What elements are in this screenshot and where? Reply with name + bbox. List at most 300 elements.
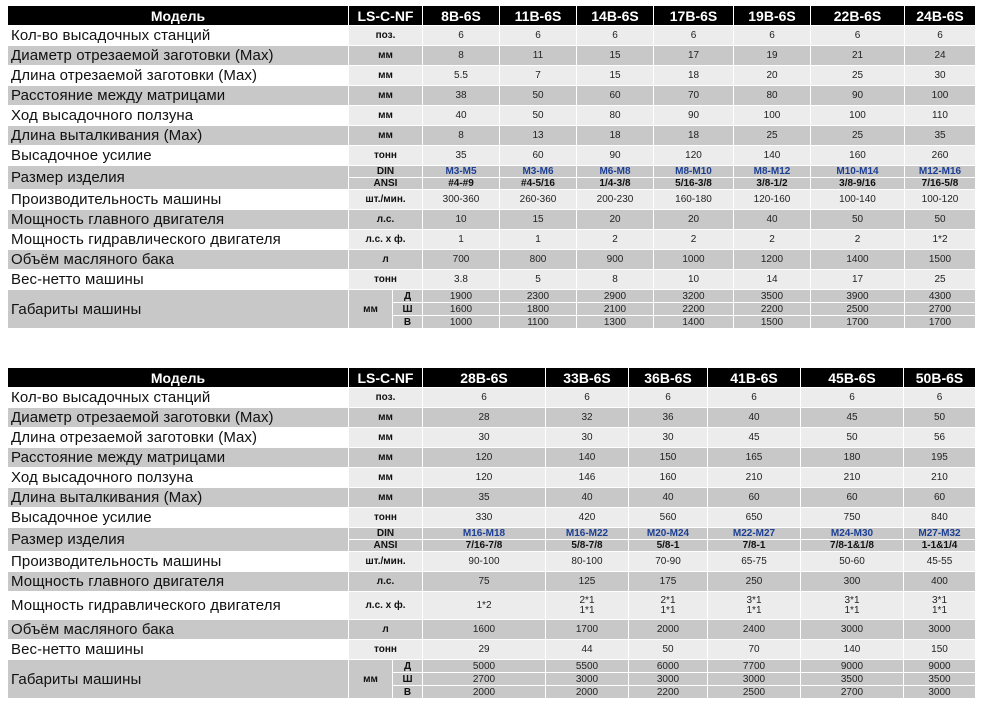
- row-unit: мм: [349, 46, 423, 66]
- row-value: 2: [654, 230, 734, 250]
- row-value: 15: [500, 210, 577, 230]
- ansi-value: 1/4-3/8: [577, 178, 654, 190]
- dimension-value: 1300: [577, 316, 654, 329]
- dimension-value: 3000: [546, 673, 629, 686]
- hydraulic-value-top: 3*1: [746, 594, 762, 606]
- row-value: 18: [654, 66, 734, 86]
- row-value: 195: [904, 448, 976, 468]
- row-unit: л.с.: [349, 572, 423, 592]
- row-value: 70: [654, 86, 734, 106]
- row-value: 40: [546, 488, 629, 508]
- row-value: 36: [629, 408, 708, 428]
- spec-row: [8, 388, 976, 408]
- row-value: 6: [801, 388, 904, 408]
- row-value: 50-60: [801, 552, 904, 572]
- hydraulic-value-bottom: 1*1: [579, 604, 595, 616]
- row-value: 1400: [811, 250, 905, 270]
- spec-row: [8, 146, 976, 166]
- row-value: 1: [423, 230, 500, 250]
- ansi-value: 1-1&1/4: [904, 540, 976, 552]
- spec-row: [8, 270, 976, 290]
- dimension-value: 9000: [801, 660, 904, 673]
- dimension-value: 2200: [629, 686, 708, 699]
- din-value: M16-M18: [423, 528, 546, 540]
- row-value: 35: [423, 488, 546, 508]
- din-value: M20-M24: [629, 528, 708, 540]
- row-value: 45: [708, 428, 801, 448]
- row-unit: мм: [349, 448, 423, 468]
- row-value: 18: [654, 126, 734, 146]
- row-unit: поз.: [349, 26, 423, 46]
- row-value: 3.8: [423, 270, 500, 290]
- dimension-value: 1400: [654, 316, 734, 329]
- row-unit: мм: [349, 126, 423, 146]
- row-value: 25: [811, 66, 905, 86]
- row-value: 210: [904, 468, 976, 488]
- row-value: 45-55: [904, 552, 976, 572]
- spec-row: [8, 126, 976, 146]
- row-unit: мм: [349, 290, 393, 329]
- row-unit: шт./мин.: [349, 552, 423, 572]
- row-value: 160-180: [654, 190, 734, 210]
- ansi-value: 5/8-7/8: [546, 540, 629, 552]
- row-value: 40: [734, 210, 811, 230]
- row-value: 6: [734, 26, 811, 46]
- spec-row: [8, 210, 976, 230]
- row-value: 14: [734, 270, 811, 290]
- row-unit: мм: [349, 468, 423, 488]
- row-label: Ход высадочного ползуна: [8, 106, 349, 126]
- row-value: 120-160: [734, 190, 811, 210]
- row-unit: л.с. х ф.: [349, 230, 423, 250]
- din-value: M6-M8: [577, 166, 654, 178]
- row-value: 6: [423, 388, 546, 408]
- ansi-value: 3/8-1/2: [734, 178, 811, 190]
- ansi-label: ANSI: [349, 178, 423, 190]
- dimension-value: 3000: [708, 673, 801, 686]
- row-value: 330: [423, 508, 546, 528]
- dimension-value: 5500: [546, 660, 629, 673]
- row-unit: мм: [349, 428, 423, 448]
- row-value: 29: [423, 640, 546, 660]
- row-unit: тонн: [349, 508, 423, 528]
- hydraulic-row: [8, 592, 976, 620]
- row-value: 60: [801, 488, 904, 508]
- row-label: Объём масляного бака: [8, 250, 349, 270]
- row-value: 2400: [708, 620, 801, 640]
- din-value: M3-M6: [500, 166, 577, 178]
- row-value: 100: [734, 106, 811, 126]
- header-model: 17B-6S: [654, 6, 734, 26]
- header-model: 11B-6S: [500, 6, 577, 26]
- row-unit: тонн: [349, 640, 423, 660]
- row-value: 8: [423, 46, 500, 66]
- row-value: 6: [811, 26, 905, 46]
- din-label: DIN: [349, 166, 423, 178]
- row-value: 100-140: [811, 190, 905, 210]
- row-unit: мм: [349, 488, 423, 508]
- row-value: 1700: [546, 620, 629, 640]
- hydraulic-value-top: 2*1: [579, 594, 595, 606]
- row-label: Производительность машины: [8, 190, 349, 210]
- row-value: 120: [423, 448, 546, 468]
- spec-row: [8, 448, 976, 468]
- row-value: 15: [577, 46, 654, 66]
- hydraulic-value: [423, 592, 546, 620]
- row-value: 24: [905, 46, 976, 66]
- spec-table-1: [7, 5, 976, 329]
- spec-row: [8, 26, 976, 46]
- row-value: 5.5: [423, 66, 500, 86]
- row-value: 6: [500, 26, 577, 46]
- row-value: 20: [654, 210, 734, 230]
- row-value: 840: [904, 508, 976, 528]
- row-value: 1*2: [905, 230, 976, 250]
- row-label: Объём масляного бака: [8, 620, 349, 640]
- dimension-value: 1700: [905, 316, 976, 329]
- row-value: 160: [629, 468, 708, 488]
- header-row: [8, 6, 976, 26]
- row-label: Мощность гидравлического двигателя: [8, 592, 349, 620]
- dimension-value: 3900: [811, 290, 905, 303]
- row-value: 3000: [801, 620, 904, 640]
- row-unit: мм: [349, 86, 423, 106]
- hydraulic-value: [708, 592, 801, 620]
- header-series: LS-C-NF: [349, 368, 423, 388]
- dimension-value: 2700: [801, 686, 904, 699]
- row-value: 2000: [629, 620, 708, 640]
- ansi-label: ANSI: [349, 540, 423, 552]
- row-value: 150: [904, 640, 976, 660]
- spec-row: [8, 488, 976, 508]
- header-model: 41B-6S: [708, 368, 801, 388]
- spec-row: [8, 230, 976, 250]
- row-value: 8: [423, 126, 500, 146]
- row-value: 260-360: [500, 190, 577, 210]
- row-value: 90: [577, 146, 654, 166]
- row-value: 560: [629, 508, 708, 528]
- row-value: 32: [546, 408, 629, 428]
- row-label: Кол-во высадочных станций: [8, 26, 349, 46]
- row-value: 6: [708, 388, 801, 408]
- dimension-value: 3000: [904, 686, 976, 699]
- row-unit: л: [349, 250, 423, 270]
- hydraulic-value: [904, 592, 976, 620]
- row-label: Высадочное усилие: [8, 146, 349, 166]
- row-value: 300-360: [423, 190, 500, 210]
- dimension-value: 1700: [811, 316, 905, 329]
- din-value: M16-M22: [546, 528, 629, 540]
- row-unit: мм: [349, 660, 393, 699]
- hydraulic-value-top: 3*1: [844, 594, 860, 606]
- row-value: 60: [577, 86, 654, 106]
- dimension-value: 3500: [904, 673, 976, 686]
- row-value: 100-120: [905, 190, 976, 210]
- dimension-value: 1000: [423, 316, 500, 329]
- din-value: M10-M14: [811, 166, 905, 178]
- hydraulic-value-top: 3*1: [931, 594, 947, 606]
- row-value: 90-100: [423, 552, 546, 572]
- header-series: LS-C-NF: [349, 6, 423, 26]
- row-unit: шт./мин.: [349, 190, 423, 210]
- hydraulic-value-bottom: 1*1: [746, 604, 762, 616]
- row-value: 250: [708, 572, 801, 592]
- row-label: Кол-во высадочных станций: [8, 388, 349, 408]
- row-value: 25: [811, 126, 905, 146]
- row-value: 900: [577, 250, 654, 270]
- row-value: 180: [801, 448, 904, 468]
- dimension-value: 4300: [905, 290, 976, 303]
- ansi-value: 5/8-1: [629, 540, 708, 552]
- header-model: 24B-6S: [905, 6, 976, 26]
- row-value: 44: [546, 640, 629, 660]
- dimension-value: 2500: [811, 303, 905, 316]
- spec-table-2: [7, 367, 976, 699]
- size-din-row: [8, 528, 976, 540]
- hydraulic-value: [546, 592, 629, 620]
- dimension-value: 1900: [423, 290, 500, 303]
- row-unit: л: [349, 620, 423, 640]
- spec-row: [8, 428, 976, 448]
- row-value: 30: [629, 428, 708, 448]
- header-model: 14B-6S: [577, 6, 654, 26]
- spec-row: [8, 620, 976, 640]
- row-value: 5: [500, 270, 577, 290]
- spec-row: [8, 572, 976, 592]
- header-model: 36B-6S: [629, 368, 708, 388]
- dimension-value: 6000: [629, 660, 708, 673]
- dimension-value: 1800: [500, 303, 577, 316]
- row-unit: мм: [349, 408, 423, 428]
- row-value: 50: [629, 640, 708, 660]
- row-value: 56: [904, 428, 976, 448]
- row-label: Размер изделия: [8, 166, 349, 190]
- row-value: 400: [904, 572, 976, 592]
- hydraulic-value-top: 2*1: [660, 594, 676, 606]
- ansi-value: 7/16-5/8: [905, 178, 976, 190]
- header-model: 19B-6S: [734, 6, 811, 26]
- row-value: 40: [423, 106, 500, 126]
- dimension-value: 2200: [654, 303, 734, 316]
- size-din-row: [8, 166, 976, 178]
- dimension-key: Д: [393, 290, 423, 303]
- row-value: 140: [546, 448, 629, 468]
- din-value: M12-M16: [905, 166, 976, 178]
- dimension-value: 1600: [423, 303, 500, 316]
- row-value: 65-75: [708, 552, 801, 572]
- ansi-value: 3/8-9/16: [811, 178, 905, 190]
- row-value: 13: [500, 126, 577, 146]
- row-value: 110: [905, 106, 976, 126]
- row-value: 6: [654, 26, 734, 46]
- row-value: 80: [577, 106, 654, 126]
- dimension-value: 2000: [423, 686, 546, 699]
- spec-row: [8, 508, 976, 528]
- row-unit: тонн: [349, 146, 423, 166]
- hydraulic-value: [629, 592, 708, 620]
- row-value: 100: [811, 106, 905, 126]
- row-value: 160: [811, 146, 905, 166]
- dimension-value: 2900: [577, 290, 654, 303]
- din-value: M3-M5: [423, 166, 500, 178]
- row-value: 140: [801, 640, 904, 660]
- row-value: 7: [500, 66, 577, 86]
- header-model: 50B-6S: [904, 368, 976, 388]
- row-label: Расстояние между матрицами: [8, 86, 349, 106]
- dimension-value: 2100: [577, 303, 654, 316]
- row-value: 35: [423, 146, 500, 166]
- row-value: 50: [801, 428, 904, 448]
- row-value: 6: [904, 388, 976, 408]
- row-value: 210: [801, 468, 904, 488]
- row-unit: мм: [349, 66, 423, 86]
- row-value: 1: [500, 230, 577, 250]
- row-value: 100: [905, 86, 976, 106]
- din-value: M8-M10: [654, 166, 734, 178]
- ansi-value: #4-5/16: [500, 178, 577, 190]
- dimension-value: 3500: [801, 673, 904, 686]
- dimension-value: 1500: [734, 316, 811, 329]
- din-label: DIN: [349, 528, 423, 540]
- row-label: Габариты машины: [8, 290, 349, 329]
- spec-row: [8, 640, 976, 660]
- ansi-value: 7/16-7/8: [423, 540, 546, 552]
- dimension-value: 2300: [500, 290, 577, 303]
- row-label: Вес-нетто машины: [8, 640, 349, 660]
- row-value: 70-90: [629, 552, 708, 572]
- row-value: 2: [734, 230, 811, 250]
- row-value: 15: [577, 66, 654, 86]
- row-label: Вес-нетто машины: [8, 270, 349, 290]
- row-value: 20: [734, 66, 811, 86]
- row-label: Длина выталкивания (Max): [8, 126, 349, 146]
- dimension-key: Ш: [393, 673, 423, 686]
- dimension-value: 5000: [423, 660, 546, 673]
- dimension-value: 3000: [629, 673, 708, 686]
- spec-row: [8, 66, 976, 86]
- row-value: 30: [546, 428, 629, 448]
- row-value: 140: [734, 146, 811, 166]
- dimension-row: [8, 290, 976, 303]
- din-value: M27-M32: [904, 528, 976, 540]
- row-value: 260: [905, 146, 976, 166]
- row-value: 6: [577, 26, 654, 46]
- row-value: 35: [905, 126, 976, 146]
- row-label: Длина отрезаемой заготовки (Max): [8, 428, 349, 448]
- row-label: Длина отрезаемой заготовки (Max): [8, 66, 349, 86]
- row-value: 38: [423, 86, 500, 106]
- row-value: 650: [708, 508, 801, 528]
- row-value: 40: [708, 408, 801, 428]
- row-value: 150: [629, 448, 708, 468]
- row-value: 50: [905, 210, 976, 230]
- header-row: [8, 368, 976, 388]
- row-value: 75: [423, 572, 546, 592]
- row-value: 125: [546, 572, 629, 592]
- row-label: Диаметр отрезаемой заготовки (Max): [8, 46, 349, 66]
- row-value: 19: [734, 46, 811, 66]
- hydraulic-value-top: 1*2: [476, 599, 492, 611]
- row-value: 18: [577, 126, 654, 146]
- dimension-value: 2700: [423, 673, 546, 686]
- row-unit: мм: [349, 106, 423, 126]
- spec-row: [8, 46, 976, 66]
- row-value: 2: [577, 230, 654, 250]
- spec-row: [8, 552, 976, 572]
- header-model-label: Модель: [8, 6, 349, 26]
- row-value: 2: [811, 230, 905, 250]
- row-value: 175: [629, 572, 708, 592]
- row-value: 50: [500, 106, 577, 126]
- dimension-value: 7700: [708, 660, 801, 673]
- row-label: Мощность главного двигателя: [8, 572, 349, 592]
- row-label: Габариты машины: [8, 660, 349, 699]
- row-value: 25: [734, 126, 811, 146]
- spec-row: [8, 106, 976, 126]
- dimension-key: Д: [393, 660, 423, 673]
- row-value: 1600: [423, 620, 546, 640]
- row-label: Мощность главного двигателя: [8, 210, 349, 230]
- ansi-value: #4-#9: [423, 178, 500, 190]
- row-unit: л.с. х ф.: [349, 592, 423, 620]
- row-value: 25: [905, 270, 976, 290]
- row-value: 6: [546, 388, 629, 408]
- dimension-row: [8, 660, 976, 673]
- hydraulic-value-bottom: 1*1: [844, 604, 860, 616]
- row-value: 300: [801, 572, 904, 592]
- row-label: Размер изделия: [8, 528, 349, 552]
- spec-row: [8, 468, 976, 488]
- dimension-key: Ш: [393, 303, 423, 316]
- row-label: Мощность гидравлического двигателя: [8, 230, 349, 250]
- dimension-key: В: [393, 316, 423, 329]
- row-value: 420: [546, 508, 629, 528]
- spec-row: [8, 250, 976, 270]
- row-value: 700: [423, 250, 500, 270]
- row-value: 800: [500, 250, 577, 270]
- dimension-value: 1100: [500, 316, 577, 329]
- header-model: 33B-6S: [546, 368, 629, 388]
- ansi-value: 7/8-1: [708, 540, 801, 552]
- row-value: 28: [423, 408, 546, 428]
- row-value: 50: [500, 86, 577, 106]
- row-value: 11: [500, 46, 577, 66]
- row-value: 17: [811, 270, 905, 290]
- spec-row: [8, 408, 976, 428]
- spec-row: [8, 86, 976, 106]
- row-value: 210: [708, 468, 801, 488]
- din-value: M22-M27: [708, 528, 801, 540]
- row-value: 120: [654, 146, 734, 166]
- hydraulic-value-bottom: 1*1: [931, 604, 947, 616]
- header-model: 28B-6S: [423, 368, 546, 388]
- row-value: 1000: [654, 250, 734, 270]
- row-value: 1200: [734, 250, 811, 270]
- dimension-value: 9000: [904, 660, 976, 673]
- row-value: 60: [708, 488, 801, 508]
- row-label: Диаметр отрезаемой заготовки (Max): [8, 408, 349, 428]
- row-unit: поз.: [349, 388, 423, 408]
- header-model: 22B-6S: [811, 6, 905, 26]
- hydraulic-value-bottom: 1*1: [660, 604, 676, 616]
- row-value: 200-230: [577, 190, 654, 210]
- row-label: Высадочное усилие: [8, 508, 349, 528]
- row-value: 60: [904, 488, 976, 508]
- row-value: 20: [577, 210, 654, 230]
- row-label: Производительность машины: [8, 552, 349, 572]
- ansi-value: 7/8-1&1/8: [801, 540, 904, 552]
- dimension-value: 2700: [905, 303, 976, 316]
